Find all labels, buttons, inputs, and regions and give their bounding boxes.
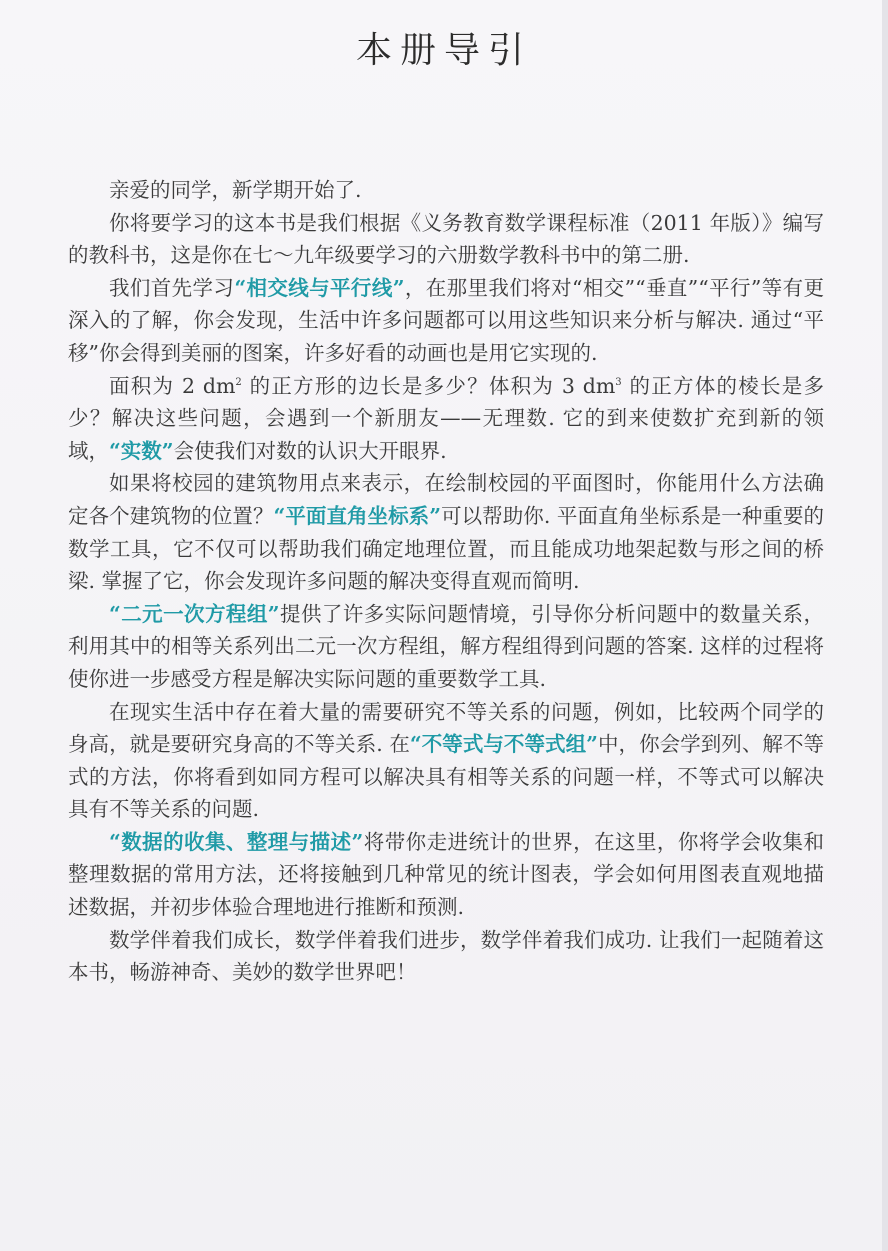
chapter-keyword-inequalities: “不等式与不等式组” — [409, 732, 598, 757]
text-span: 的正方体的棱长是多少？解决这些问题，会遇到一个新朋友——无理数. 它的到来使数扩充到新的领域， — [68, 373, 824, 463]
paragraph-coordinate — [68, 467, 824, 597]
chapter-keyword-statistics: “数据的收集、整理与描述” — [109, 829, 364, 854]
text-span: 会使我们对数的认识大开眼界. — [173, 438, 447, 463]
paragraph-lines — [68, 272, 824, 370]
paragraph-closing: 数学伴着我们成长，数学伴着我们进步，数学伴着我们成功. 让我们一起随着这本书，畅游神奇、美妙的数学世界吧！ — [68, 927, 824, 985]
paragraph-real-numbers — [68, 370, 824, 468]
paragraph-equations — [68, 598, 824, 696]
paragraph-greeting: 亲爱的同学，新学期开始了. — [109, 178, 362, 202]
document-body — [68, 174, 824, 989]
superscript: 2 — [235, 376, 242, 388]
text-span: 将带你走进统计的世界，在这里，你将学会收集和整理数据的常用方法，还将接触到几种常见的统计图表，学会如何用图表直观地描述数据，并初步体验合理地进行推断和预测. — [68, 829, 824, 920]
paragraph-statistics — [68, 826, 824, 924]
paragraph-inequalities — [68, 696, 824, 826]
chapter-keyword-lines: “相交线与平行线” — [234, 275, 405, 300]
text-span: 中，你会学到列、解不等式的方法，你将看到如同方程可以解决具有相等关系的问题一样，不等式可以解决具有不等关系的问题. — [68, 732, 824, 822]
text-span: 可以帮助你. 平面直角坐标系是一种重要的数学工具，它不仅可以帮助我们确定地理位置，而且能成功地架起数与形之间的桥梁. 掌握了它，你会发现许多问题的解决变得直观而简明. — [68, 503, 825, 594]
page-title: 本册导引 — [355, 30, 532, 71]
chapter-keyword-real-numbers: “实数” — [109, 438, 174, 463]
chapter-keyword-coordinate-system: “平面直角坐标系” — [273, 503, 442, 528]
text-span: ，在那里我们将对“相交”“垂直”“平行”等有更深入的了解，你会发现，生活中许多问题都可以用这些知识来分析与解决. 通过“平移”你会得到美丽的图案，许多好看的动画也是用它实现的. — [68, 275, 824, 365]
page-edge — [882, 0, 888, 1251]
text-span: 在现实生活中存在着大量的需要研究不等关系的问题，例如，比较两个同学的身高，就是要研究身高的不等关系. 在 — [68, 699, 824, 757]
text-span: 如果将校园的建筑物用点来表示，在绘制校园的平面图时，你能用什么方法确定各个建筑物的位置？ — [68, 471, 824, 528]
text-span: 提供了许多实际问题情境，引导你分析问题中的数量关系，利用其中的相等关系列出二元一次方程组，解方程组得到问题的答案. 这样的过程将使你进一步感受方程是解决实际问题的重要数学工具. — [68, 601, 824, 691]
chapter-keyword-linear-equations: “二元一次方程组” — [109, 601, 280, 626]
text-span: 我们首先学习 — [109, 275, 235, 300]
text-span: 的正方形的边长是多少？体积为 3 dm — [241, 373, 616, 398]
superscript: 3 — [615, 376, 622, 388]
paragraph-intro: 你将要学习的这本书是我们根据《义务教育数学课程标准（2011 年版）》编写的教科书，这是你在七～九年级要学习的六册数学教科书中的第二册. — [68, 210, 824, 268]
text-span: 面积为 2 dm — [109, 373, 236, 398]
